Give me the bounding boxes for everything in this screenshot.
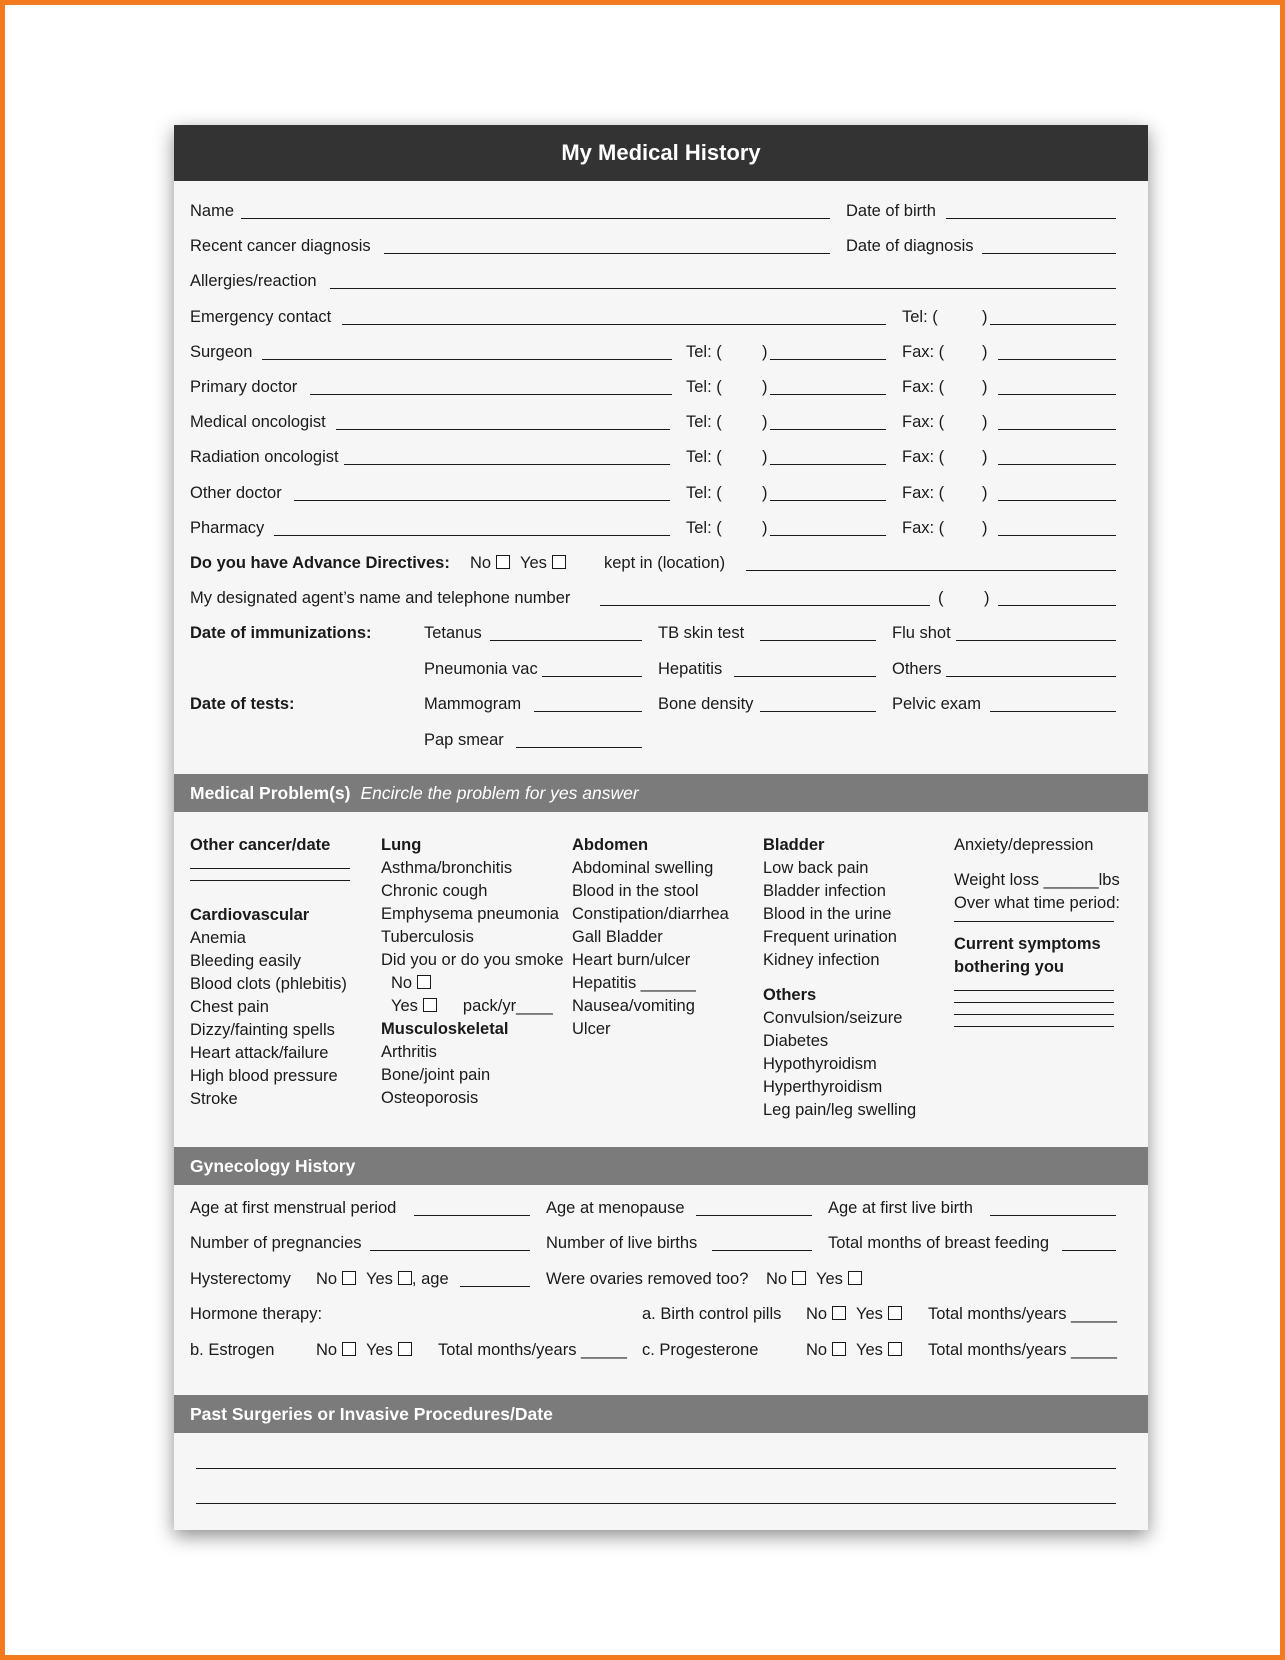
name-field[interactable] [241, 218, 830, 219]
birth-control-yes-option[interactable] [856, 1303, 902, 1325]
past-surgeries-header [174, 1395, 1148, 1433]
tel-label: Tel: ( [686, 484, 722, 502]
pap-label: Pap smear [424, 731, 504, 749]
paren: ) [762, 519, 768, 537]
problem-item[interactable]: Abdominal swelling [572, 859, 714, 877]
tel-label: Tel: ( [686, 343, 722, 361]
contact-name-field[interactable] [336, 429, 670, 430]
paren: ) [762, 343, 768, 361]
lung-heading: Lung [381, 836, 422, 854]
problem-item[interactable]: Heart burn/ulcer [572, 951, 691, 969]
breast-feeding-label: Total months of breast feeding [828, 1234, 1050, 1252]
current-symptoms-heading: bothering you [954, 958, 1064, 976]
column-1 [190, 834, 350, 1111]
yes-label: Yes [366, 1270, 393, 1288]
checkbox[interactable] [342, 1342, 356, 1356]
menopause-label: Age at menopause [546, 1199, 685, 1217]
advance-yes-option[interactable] [520, 552, 566, 574]
paren: ) [762, 413, 768, 431]
hysterectomy-no-option[interactable] [316, 1268, 356, 1290]
problem-item[interactable]: High blood pressure [190, 1067, 338, 1085]
problem-item[interactable]: Kidney infection [763, 951, 880, 969]
flu-label: Flu shot [892, 624, 951, 642]
fax-field[interactable] [998, 359, 1116, 360]
emergency-label: Emergency contact [190, 308, 332, 326]
problem-item[interactable]: Emphysema pneumonia [381, 905, 559, 923]
column-4 [763, 834, 916, 1122]
paren: ) [982, 484, 988, 502]
problem-item[interactable]: Asthma/bronchitis [381, 859, 513, 877]
symptom-line[interactable] [954, 1026, 1114, 1027]
paren: ) [762, 378, 768, 396]
checkbox[interactable] [552, 555, 566, 569]
over-time-line[interactable] [954, 921, 1114, 922]
estrogen-label: b. Estrogen [190, 1341, 275, 1359]
recent-cancer-label: Recent cancer diagnosis [190, 237, 371, 255]
pelvic-label: Pelvic exam [892, 695, 981, 713]
no-label: No [806, 1341, 828, 1359]
other-cancer-line[interactable] [190, 880, 350, 881]
symptom-line[interactable] [954, 990, 1114, 991]
other-doctor-row [190, 482, 1116, 506]
tel-field[interactable] [770, 464, 886, 465]
problem-item[interactable]: Convulsion/seizure [763, 1009, 903, 1027]
yes-label: Yes [366, 1341, 393, 1359]
checkbox[interactable] [792, 1271, 806, 1285]
contact-label: Medical oncologist [190, 413, 326, 431]
first-birth-label: Age at first live birth [828, 1199, 973, 1217]
tel-field[interactable] [770, 394, 886, 395]
live-births-field[interactable] [712, 1250, 812, 1251]
problem-item[interactable]: Heart attack/failure [190, 1044, 329, 1062]
no-label: No [806, 1305, 828, 1323]
problem-item[interactable]: Blood clots (phlebitis) [190, 975, 347, 993]
contact-label: Primary doctor [190, 378, 298, 396]
agent-field[interactable] [600, 605, 930, 606]
no-label: No [766, 1270, 788, 1288]
age-label: , age [411, 1270, 449, 1288]
ovaries-label: Were ovaries removed too? [546, 1270, 749, 1288]
bone-density-label: Bone density [658, 695, 754, 713]
fax-label: Fax: ( [902, 519, 945, 537]
first-birth-field[interactable] [990, 1215, 1116, 1216]
contact-name-field[interactable] [344, 464, 670, 465]
bladder-heading: Bladder [763, 836, 825, 854]
paren: ) [982, 519, 988, 537]
smoke-no-option[interactable] [381, 972, 564, 995]
fax-label: Fax: ( [902, 484, 945, 502]
agent-row [190, 587, 1116, 611]
smoke-yes-option[interactable] [381, 995, 564, 1018]
radiation-oncologist-row [190, 446, 1116, 470]
problem-item[interactable]: Chronic cough [381, 882, 488, 900]
problem-item[interactable]: Dizzy/fainting spells [190, 1021, 335, 1039]
emergency-tel-field[interactable] [990, 324, 1116, 325]
yes-label: Yes [816, 1270, 843, 1288]
name-row [190, 200, 1116, 224]
yes-label: Yes [391, 997, 418, 1015]
hepatitis-vac-field[interactable] [734, 676, 876, 677]
agent-tel-field[interactable] [998, 605, 1116, 606]
gyn-row-4 [190, 1303, 1116, 1327]
paren: ) [982, 343, 988, 361]
kept-in-field[interactable] [746, 570, 1116, 571]
pregnancies-label: Number of pregnancies [190, 1234, 362, 1252]
pneumonia-label: Pneumonia vac [424, 660, 538, 678]
no-label: No [316, 1341, 338, 1359]
contact-name-field[interactable] [262, 359, 672, 360]
progesterone-total[interactable]: Total months/years _____ [928, 1341, 1117, 1359]
paren: ) [982, 378, 988, 396]
others-heading: Others [763, 986, 817, 1004]
no-label: No [316, 1270, 338, 1288]
problem-item[interactable]: Frequent urination [763, 928, 897, 946]
hepatitis-vac-label: Hepatitis [658, 660, 723, 678]
emergency-row [190, 306, 1116, 330]
fax-label: Fax: ( [902, 448, 945, 466]
paren: ) [984, 589, 990, 607]
problem-item[interactable]: Diabetes [763, 1032, 829, 1050]
estrogen-yes-option[interactable] [366, 1339, 412, 1361]
surgery-line[interactable] [196, 1503, 1116, 1504]
problem-item[interactable]: Bleeding easily [190, 952, 301, 970]
first-menstrual-label: Age at first menstrual period [190, 1199, 397, 1217]
tel-label: Tel: ( [686, 413, 722, 431]
tetanus-field[interactable] [490, 640, 642, 641]
gyn-row-5 [190, 1339, 1116, 1363]
surgery-line[interactable] [196, 1468, 1116, 1469]
problem-item[interactable]: Hepatitis ______ [572, 974, 696, 992]
gyn-row-1 [190, 1197, 1116, 1221]
problem-item[interactable]: Bone/joint pain [381, 1066, 491, 1084]
progesterone-yes-option[interactable] [856, 1339, 902, 1361]
symptom-line[interactable] [954, 1002, 1114, 1003]
problem-item[interactable]: Osteoporosis [381, 1089, 479, 1107]
mammogram-field[interactable] [534, 711, 642, 712]
pneumonia-field[interactable] [542, 676, 642, 677]
paren: ) [982, 413, 988, 431]
paren: ) [762, 448, 768, 466]
checkbox[interactable] [888, 1342, 902, 1356]
problems-grid [190, 834, 1130, 1154]
fax-field[interactable] [998, 464, 1116, 465]
tests-row-2 [190, 729, 1116, 753]
dob-label: Date of birth [846, 202, 936, 220]
problem-item[interactable]: Low back pain [763, 859, 869, 877]
gynecology-header [174, 1147, 1148, 1185]
allergies-field[interactable] [330, 288, 1116, 289]
live-births-label: Number of live births [546, 1234, 698, 1252]
no-label: No [391, 974, 413, 992]
emergency-tel-label: Tel: ( [902, 308, 938, 326]
tel-label: Tel: ( [686, 448, 722, 466]
paren: ( [938, 589, 944, 607]
checkbox[interactable] [398, 1342, 412, 1356]
hysterectomy-yes-option[interactable] [366, 1268, 449, 1290]
date-of-diagnosis-label: Date of diagnosis [846, 237, 974, 255]
problem-item[interactable]: Gall Bladder [572, 928, 663, 946]
immunizations-row-1 [190, 622, 1116, 646]
checkbox[interactable] [832, 1306, 846, 1320]
hysterectomy-age-field[interactable] [460, 1286, 530, 1287]
problem-item[interactable]: Anxiety/depression [954, 836, 1094, 854]
tests-row-1 [190, 693, 1116, 717]
tel-field[interactable] [770, 500, 886, 501]
surgeon-row [190, 341, 1116, 365]
hormone-label: Hormone therapy: [190, 1305, 323, 1323]
others-imm-field[interactable] [946, 676, 1116, 677]
hysterectomy-label: Hysterectomy [190, 1270, 291, 1288]
problem-item[interactable]: Constipation/diarrhea [572, 905, 729, 923]
estrogen-no-option[interactable] [316, 1339, 356, 1361]
column-2 [381, 834, 564, 1110]
primary-doctor-row [190, 376, 1116, 400]
tel-label: Tel: ( [686, 519, 722, 537]
diagnosis-row [190, 235, 1116, 259]
tel-field[interactable] [770, 535, 886, 536]
tel-label: Tel: ( [686, 378, 722, 396]
current-symptoms-heading: Current symptoms [954, 935, 1101, 953]
tb-label: TB skin test [658, 624, 745, 642]
checkbox[interactable] [398, 1271, 412, 1285]
agent-label: My designated agent’s name and telephone number [190, 589, 571, 607]
other-cancer-heading: Other cancer/date [190, 836, 331, 854]
checkbox[interactable] [832, 1342, 846, 1356]
over-time-label: Over what time period: [954, 894, 1120, 912]
fax-label: Fax: ( [902, 413, 945, 431]
other-cancer-line[interactable] [190, 868, 350, 869]
fax-field[interactable] [998, 500, 1116, 501]
birth-control-label: a. Birth control pills [642, 1305, 782, 1323]
ovaries-no-option[interactable] [766, 1268, 806, 1290]
fax-label: Fax: ( [902, 378, 945, 396]
problem-item[interactable]: Blood in the urine [763, 905, 892, 923]
kept-in-label: kept in (location) [604, 554, 726, 572]
fax-field[interactable] [998, 535, 1116, 536]
contact-name-field[interactable] [310, 394, 672, 395]
flu-field[interactable] [956, 640, 1116, 641]
contact-name-field[interactable] [274, 535, 670, 536]
name-label: Name [190, 202, 235, 220]
first-menstrual-field[interactable] [414, 1215, 530, 1216]
gyn-row-3 [190, 1268, 1116, 1292]
date-of-diagnosis-field[interactable] [982, 253, 1116, 254]
immunizations-label: Date of immunizations: [190, 624, 372, 642]
tetanus-label: Tetanus [424, 624, 482, 642]
section-note: Encircle the problem for yes answer [360, 782, 639, 803]
pack-yr-label: pack/yr____ [462, 997, 553, 1015]
emergency-field[interactable] [342, 324, 886, 325]
dob-field[interactable] [946, 218, 1116, 219]
section-title: Medical Problem(s) [190, 782, 351, 803]
allergies-row [190, 270, 1116, 294]
breast-feeding-field[interactable] [1062, 1250, 1116, 1251]
checkbox[interactable] [848, 1271, 862, 1285]
fax-field[interactable] [998, 429, 1116, 430]
estrogen-total[interactable]: Total months/years _____ [438, 1341, 627, 1359]
medical-oncologist-row [190, 411, 1116, 435]
problem-item[interactable]: Nausea/vomiting [572, 997, 695, 1015]
column-5 [954, 834, 1120, 1038]
tel-field[interactable] [770, 359, 886, 360]
yes-label: Yes [520, 554, 547, 572]
contact-label: Pharmacy [190, 519, 265, 537]
advance-directives-label: Do you have Advance Directives: [190, 554, 450, 572]
section-title: Gynecology History [190, 1155, 356, 1176]
immunizations-row-2 [190, 658, 1116, 682]
problem-item[interactable]: Did you or do you smoke [381, 951, 564, 969]
section-title: Past Surgeries or Invasive Procedures/Date [190, 1403, 553, 1424]
problem-item[interactable]: Hypothyroidism [763, 1055, 877, 1073]
progesterone-label: c. Progesterone [642, 1341, 759, 1359]
checkbox[interactable] [423, 998, 437, 1012]
problem-item[interactable]: Blood in the stool [572, 882, 699, 900]
abdomen-heading: Abdomen [572, 836, 649, 854]
checkbox[interactable] [888, 1306, 902, 1320]
checkbox[interactable] [496, 555, 510, 569]
paren: ) [762, 484, 768, 502]
tests-label: Date of tests: [190, 695, 295, 713]
birth-control-no-option[interactable] [806, 1303, 846, 1325]
pharmacy-row [190, 517, 1116, 541]
paren: ) [982, 448, 988, 466]
problem-item[interactable]: Arthritis [381, 1043, 437, 1061]
paren: ) [982, 308, 988, 326]
checkbox[interactable] [417, 975, 431, 989]
fax-label: Fax: ( [902, 343, 945, 361]
fax-field[interactable] [998, 394, 1116, 395]
checkbox[interactable] [342, 1271, 356, 1285]
tel-field[interactable] [770, 429, 886, 430]
progesterone-no-option[interactable] [806, 1339, 846, 1361]
problem-item[interactable]: Ulcer [572, 1020, 611, 1038]
yes-label: Yes [856, 1305, 883, 1323]
advance-no-option[interactable] [470, 552, 510, 574]
pelvic-field[interactable] [990, 711, 1116, 712]
menopause-field[interactable] [696, 1215, 812, 1216]
problem-item[interactable]: Leg pain/leg swelling [763, 1101, 917, 1119]
problem-item[interactable]: Chest pain [190, 998, 269, 1016]
advance-directives-row [190, 552, 1116, 576]
form-title: My Medical History [174, 125, 1148, 181]
problem-item[interactable]: Bladder infection [763, 882, 886, 900]
bone-density-field[interactable] [760, 711, 876, 712]
ovaries-yes-option[interactable] [816, 1268, 862, 1290]
medical-history-form [174, 125, 1148, 1530]
yes-label: Yes [856, 1341, 883, 1359]
pregnancies-field[interactable] [370, 1250, 530, 1251]
contact-label: Other doctor [190, 484, 282, 502]
problem-item[interactable]: Tuberculosis [381, 928, 474, 946]
column-3 [572, 834, 729, 1041]
contact-label: Surgeon [190, 343, 253, 361]
others-imm-label: Others [892, 660, 942, 678]
contact-name-field[interactable] [294, 500, 670, 501]
weight-loss-field[interactable]: Weight loss ______lbs [954, 871, 1120, 889]
contact-label: Radiation oncologist [190, 448, 339, 466]
problem-item[interactable]: Anemia [190, 929, 246, 947]
birth-control-total[interactable]: Total months/years _____ [928, 1305, 1117, 1323]
musculo-heading: Musculoskeletal [381, 1020, 509, 1038]
cardio-heading: Cardiovascular [190, 906, 310, 924]
tb-field[interactable] [760, 640, 876, 641]
medical-problems-header [174, 774, 1148, 812]
no-label: No [470, 554, 492, 572]
allergies-label: Allergies/reaction [190, 272, 317, 290]
symptom-line[interactable] [954, 1014, 1114, 1015]
problem-item[interactable]: Hyperthyroidism [763, 1078, 883, 1096]
pap-field[interactable] [516, 747, 642, 748]
mammogram-label: Mammogram [424, 695, 522, 713]
recent-cancer-field[interactable] [384, 253, 830, 254]
problem-item[interactable]: Stroke [190, 1090, 238, 1108]
gyn-row-2 [190, 1232, 1116, 1256]
